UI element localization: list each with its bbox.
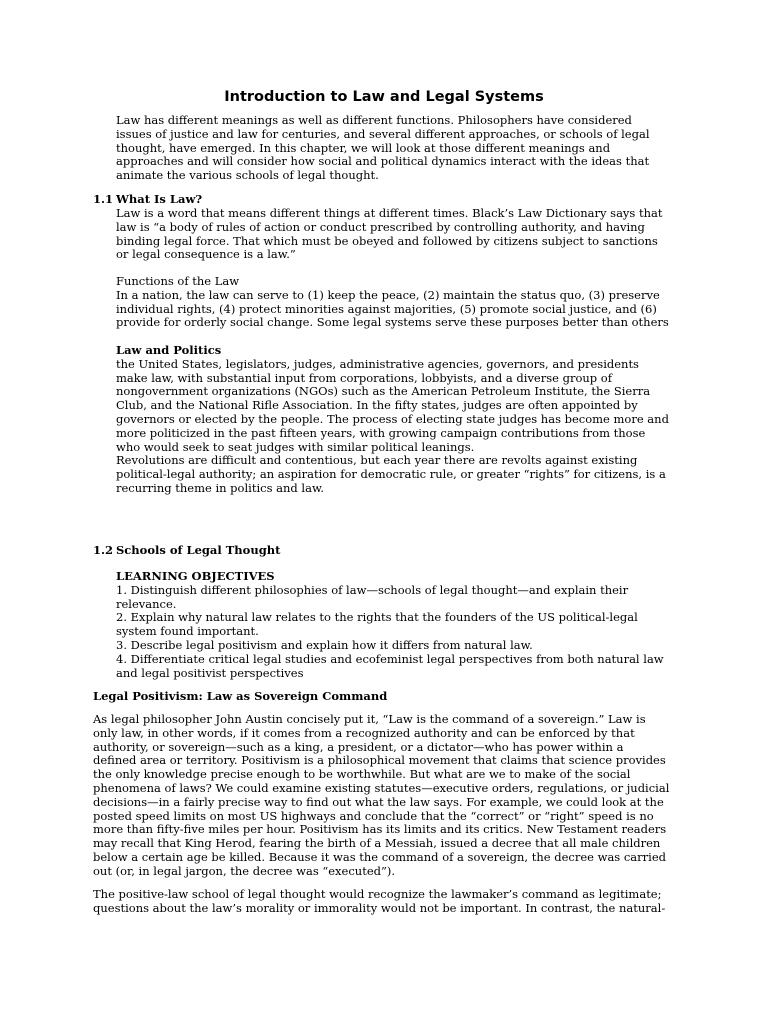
text-line: authority, or sovereign—such as a king, a president, or a dictator—who has power within a bbox=[93, 739, 624, 754]
positivism-heading bbox=[93, 690, 682, 704]
text-line: animate the various schools of legal thought. bbox=[116, 168, 379, 183]
list-item: and legal positivist perspectives bbox=[116, 665, 304, 680]
text-line: only law, in other words, if it comes from a recognized authority and can be enforced by that bbox=[93, 725, 635, 740]
text-line: recurring theme in politics and law. bbox=[116, 480, 325, 495]
text-line: defined area or territory. Positivism is a philosophical movement that claims that science provides bbox=[93, 753, 666, 768]
text-line: nongovernment organizations (NGOs) such as the American Petroleum Institute, the Sierra bbox=[116, 384, 651, 399]
text-line: provide for orderly social change. Some legal systems serve these purposes better than others bbox=[116, 315, 669, 330]
functions-of-law-block bbox=[116, 275, 682, 330]
functions-heading: Functions of the Law bbox=[116, 274, 240, 288]
text-line: or legal consequence is a law.” bbox=[116, 247, 296, 262]
politics-heading: Law and Politics bbox=[116, 343, 222, 357]
objectives-heading: LEARNING OBJECTIVES bbox=[116, 569, 275, 583]
section-title: Schools of Legal Thought bbox=[116, 543, 281, 557]
section-number: 1.2 bbox=[93, 543, 114, 557]
what-is-law-paragraph bbox=[116, 207, 682, 262]
law-and-politics-block bbox=[116, 344, 682, 496]
document-title: Introduction to Law and Legal Systems bbox=[224, 89, 544, 105]
text-line: decisions—in a fairly precise way to find out what the law says. For example, we could look at the bbox=[93, 794, 664, 809]
text-line: Revolutions are difficult and contentious, but each year there are revolts against existing bbox=[116, 453, 638, 468]
text-line: thought, have emerged. In this chapter, we will look at those different meanings and bbox=[116, 140, 611, 155]
positive-law-paragraph bbox=[93, 888, 682, 916]
text-line: make law, with substantial input from corporations, lobbyists, and a diverse group of bbox=[116, 370, 612, 385]
text-line: more politicized in the past fifteen years, with growing campaign contributions from those bbox=[116, 425, 646, 440]
text-line: As legal philosopher John Austin concisely put it, “Law is the command of a sovereign.” Law is bbox=[93, 712, 646, 726]
text-line: The positive-law school of legal thought would recognize the lawmaker’s command as legitimate; bbox=[93, 887, 662, 901]
text-line: the only knowledge precise enough to be worthwhile. But what are we to make of the social bbox=[93, 767, 631, 782]
text-line: out (or, in legal jargon, the decree was “executed”). bbox=[93, 863, 396, 878]
text-line: Law has different meanings as well as different functions. Philosophers have considered bbox=[116, 113, 632, 127]
text-line: issues of justice and law for centuries, and several different approaches, or schools of legal bbox=[116, 126, 650, 141]
section-title: What Is Law? bbox=[116, 192, 203, 206]
text-line: below a certain age be killed. Because it was the command of a sovereign, the decree was carried bbox=[93, 849, 666, 864]
section-heading-1-2 bbox=[93, 543, 280, 557]
text-line: binding legal force. That which must be obeyed and followed by citizens subject to sanctions bbox=[116, 233, 658, 248]
text-line: political-legal authority; an aspiration for democratic rule, or greater “rights” for citizens, is a bbox=[116, 467, 666, 482]
list-item: 4. Differentiate critical legal studies and ecofeminist legal perspectives from both natural law bbox=[116, 651, 664, 666]
text-line: Law is a word that means different things at different times. Black’s Law Dictionary says that bbox=[116, 206, 663, 220]
list-item: system found important. bbox=[116, 624, 259, 639]
learning-objectives-block bbox=[116, 570, 682, 680]
text-line: posted speed limits on most US highways and conclude that the “correct” or “right” speed is no bbox=[93, 808, 654, 823]
text-line: governors or elected by the people. The process of electing state judges has become more and bbox=[116, 411, 669, 426]
subsection-title: Legal Positivism: Law as Sovereign Command bbox=[93, 689, 388, 703]
text-line: may recall that King Herod, fearing the birth of a Messiah, issued a decree that all male children bbox=[93, 836, 661, 851]
list-item: 3. Describe legal positivism and explain how it differs from natural law. bbox=[116, 637, 533, 652]
section-heading-1-1 bbox=[93, 192, 202, 206]
list-item: 1. Distinguish different philosophies of law—schools of legal thought—and explain their bbox=[116, 582, 629, 597]
intro-paragraph bbox=[116, 114, 682, 183]
section-number: 1.1 bbox=[93, 192, 114, 206]
text-line: law is “a body of rules of action or conduct prescribed by controlling authority, and having bbox=[116, 219, 645, 234]
text-line: phenomena of laws? We could examine existing statutes—executive orders, regulations, or judicial bbox=[93, 780, 670, 795]
text-line: the United States, legislators, judges, administrative agencies, governors, and presidents bbox=[116, 356, 639, 371]
text-line: more than fifty-five miles per hour. Positivism has its limits and its critics. New Testament readers bbox=[93, 822, 667, 837]
text-line: In a nation, the law can serve to (1) keep the peace, (2) maintain the status quo, (3) preserve bbox=[116, 287, 660, 302]
text-line: questions about the law’s morality or immorality would not be important. In contrast, the natural- bbox=[93, 900, 666, 915]
text-line: Club, and the National Rifle Association. In the fifty states, judges are often appointed by bbox=[116, 398, 638, 413]
text-line: who would seek to seat judges with similar political leanings. bbox=[116, 439, 475, 454]
positivism-paragraph bbox=[93, 713, 682, 879]
list-item: relevance. bbox=[116, 596, 177, 611]
list-item: 2. Explain why natural law relates to the rights that the founders of the US political-legal bbox=[116, 610, 638, 625]
text-line: individual rights, (4) protect minorities against majorities, (5) promote social justice, and (6) bbox=[116, 301, 657, 316]
text-line: approaches and will consider how social and political dynamics interact with the ideas that bbox=[116, 154, 650, 169]
